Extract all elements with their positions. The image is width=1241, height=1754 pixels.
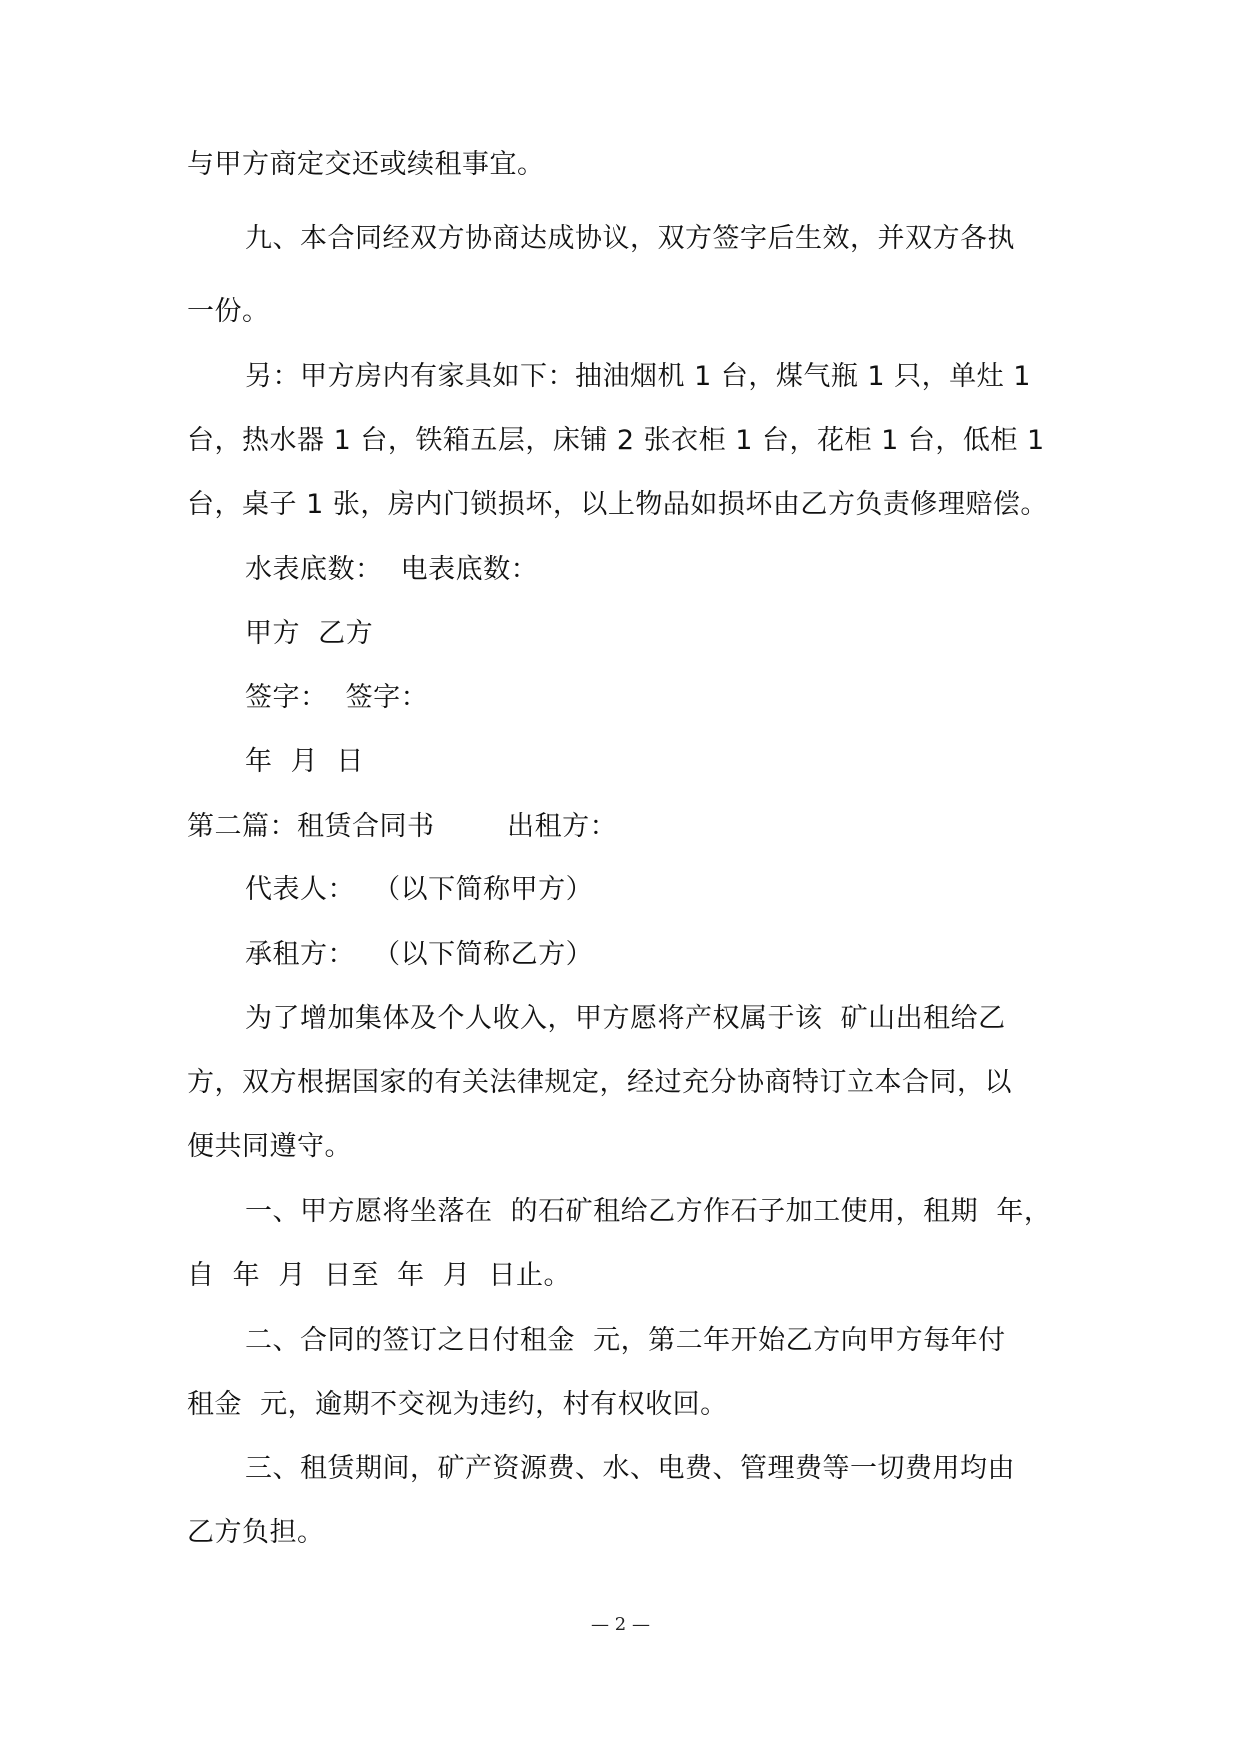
text-line: 水表底数： 电表底数： (245, 554, 539, 585)
text-line: 方，双方根据国家的有关法律规定，经过充分协商特订立本合同，以 (187, 1067, 1012, 1098)
text-line: 代表人： （以下简称甲方） (245, 874, 594, 905)
text-line: 一份。 (187, 296, 270, 327)
text-line: 一、甲方愿将坐落在 的石矿租给乙方作石子加工使用，租期 年， (245, 1196, 1052, 1227)
text-line: 为了增加集体及个人收入，甲方愿将产权属于该 矿山出租给乙 (245, 1003, 1006, 1034)
text-line: 三、租赁期间，矿产资源费、水、电费、管理费等一切费用均由 (245, 1453, 1015, 1484)
text-line: 台，桌子 1 张，房内门锁损坏，以上物品如损坏由乙方负责修理赔偿。 (187, 489, 1048, 520)
text-line: 另：甲方房内有家具如下：抽油烟机 1 台，煤气瓶 1 只，单灶 1 (245, 361, 1031, 392)
text-line: 与甲方商定交还或续租事宜。 (187, 149, 545, 180)
text-line: 甲方 乙方 (245, 618, 374, 649)
text-line: 承租方： （以下简称乙方） (245, 939, 594, 970)
text-line: 自 年 月 日至 年 月 日止。 (187, 1260, 571, 1291)
text-line: 二、合同的签订之日付租金 元，第二年开始乙方向甲方每年付 (245, 1325, 1006, 1356)
text-line: 台，热水器 1 台，铁箱五层，床铺 2 张衣柜 1 台，花柜 1 台，低柜 1 (187, 425, 1045, 456)
text-line: 便共同遵守。 (187, 1131, 352, 1162)
text-line: 年 月 日 (245, 746, 364, 777)
text-line: 租金 元，逾期不交视为违约，村有权收回。 (187, 1389, 728, 1420)
text-line: 签字： 签字： (245, 682, 429, 713)
text-line: 乙方负担。 (187, 1517, 325, 1548)
text-line: 九、本合同经双方协商达成协议，双方签字后生效，并双方各执 (245, 223, 1015, 254)
page-number: — 2 — (591, 1614, 650, 1635)
section-heading: 第二篇：租赁合同书 出租方： (187, 811, 618, 842)
